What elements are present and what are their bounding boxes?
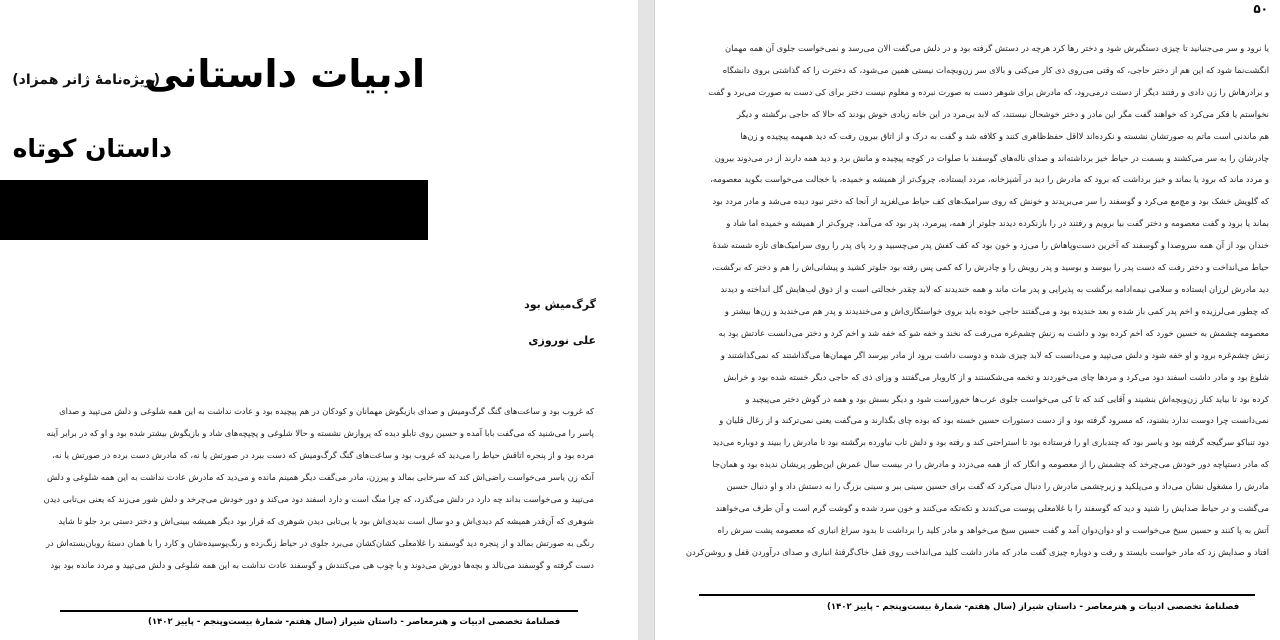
body-line: و برادرهاش را زن دادی و رفتند دیگر از دستت درمی‌رود، که مادرش برای شوهر دست به صورت نبرده و معلوم نیست دختر برای کی دست به صورت می‌برد و گفت bbox=[708, 86, 1269, 97]
body-line: پاسر را می‌شنید که می‌گفت بابا آمده و حسین روی تابلو دیده که پرواز‌ش نشسته و حالا شلوغی و پچپچه‌های شاد و بازیگوش بیشتر شده بود و او که در برابر آینه bbox=[46, 428, 594, 438]
body-line: دست گرفته و گوسفند می‌نالد و بچه‌ها دورش می‌دوند و با چوب هی می‌کنندش و گوسفند عادت نداشت به این همه شلوغی و دلش می‌تپید و مردد مانده بود بود bbox=[50, 560, 594, 570]
body-line: خندان بود از آن همه سروصدا و گوسفند که آخرین دست‌وپاهاش را می‌زد و خون بود که کف کفش پدر می‌چسبید و رد پای پدر را روی سرامیک‌های تازه شسته شدهٔ bbox=[712, 240, 1269, 251]
body-line: معصومه چشمش به حسین خورد که اخم کرده بود و داشت به زنش چشم‌غره می‌رفت که نخند و خفه شو که خفه شد و اخم کرد و دختر می‌دانست عادتش بود به bbox=[718, 327, 1269, 338]
body-line: زنش چشم‌غره برود و او خفه شود و دلش می‌تپید و می‌دانست که لابد چیزی شده و دوست داشت برود از مادر بپرسد اگر مهمان‌ها می‌گذاشتند که نمی‌گذاشتند و bbox=[720, 349, 1269, 360]
body-line: شوهری که آن‌قدر همیشه کم دیدی‌اش و دو سال است ندیدی‌اش بود یا بی‌تابی دیدن شوهری که قرار بود دیگر همیشه ببینی‌اش و دختر دستی برد جلو تا شاید bbox=[58, 516, 594, 526]
page-number: ۵۰ bbox=[1253, 2, 1268, 16]
body-line: دید مادرش لرزان ایستاده و سلامی نیمه‌ادامه برگشت به پذیرایی و پدر مات ماند و همه خندیدند که لابد چقدر خجالتی است و از ذوق لب‌هایش گل انداخته و دیدند bbox=[720, 283, 1269, 294]
left-page bbox=[0, 0, 638, 640]
body-line: آتش به پا کنند و حسین سیخ می‌خواست و او دوان‌دوان آمد و گفت حسین سیخ می‌خواهد و مادر کلید را برداشت تا بدود سراغ انباری که معصومه پشت سرش راه bbox=[717, 524, 1269, 535]
redaction-bar bbox=[0, 180, 428, 240]
body-line: رنگی به صورتش بمالد و از پنجره دید گوسفند را غلامعلی کشان‌کشان می‌برد جلوی در حیاط زنگ‌زده و رنگ‌پوسیده‌شان و کارد را با همان دستهٔ روبان‌بسته‌اش در bbox=[45, 538, 594, 548]
body-line: که غروب بود و ساعت‌های گنگ گرگ‌ومیش و صدای بازیگوش مهمانان و کودکان در هم پیچیده بود و عادت نداشت به این همه شلوغی و دلش می‌تپید و صدای bbox=[59, 406, 594, 416]
body-line: شلوغ بود و مادر داشت اسفند دود می‌کرد و مردها چای می‌خوردند و تخمه می‌شکستند و از کاروبار می‌گفتند و وزای ذی که حاجی دیگر خسته شده بود و خرابش bbox=[723, 371, 1269, 382]
body-line: دود تنباکو سرگیجه گرفته بود و یاسر بود که چندباری او را فرستاده بود تا استراحتی کند و رفته بود و دلش تاب نیاورده برگشته بود تا مادرش را ببیند و دوباره می‌دید bbox=[712, 437, 1269, 448]
body-line: که مادر دستپاچه دور خودش می‌چرخد که چشمش را از معصومه و انگار که از همه می‌دزدد و مادرش را در بیست سال عمرش این‌طور پریشان ندیده بود و همان‌جا bbox=[712, 459, 1269, 470]
story-author: علی نوروزی bbox=[528, 334, 596, 347]
magazine-subtitle: (ویژه‌نامهٔ ژانر همزاد) bbox=[12, 72, 160, 88]
section-title: داستان کوتاه bbox=[12, 134, 172, 163]
footer-rule bbox=[699, 594, 1255, 596]
body-line: نمی‌دانست چرا دوست ندارد بشنود، که مسرود گرفته بود و از دست دستورات حسین خسته بود که بوده چای بگذارند و می‌گفت یعنی نمی‌ترکند و از زغال قلیان و bbox=[719, 415, 1269, 426]
body-line: مادرش را مشغول نشان می‌داد و می‌پلکید و زیرچشمی مادرش را دنبال می‌کرد که گفت برای حسین سینی ببر و سینی بزرگ را به دستش داد و او دنبال حسین bbox=[726, 481, 1269, 492]
body-line: افتاد و صدایش زد که مادر خواست بایستد و رفت و دوباره چیزی گفت مادر که مادر داشت کلید می‌انداخت روی قفل خاک‌گرفتهٔ انباری و صدای درآوردن قفل و روشن‌کردن bbox=[685, 546, 1269, 557]
body-line: بماند یا برود و گفت معصومه و دختر گفت بیا برویم و رفتند در را بازنکرده دیدند جلوتر از همه، پیرمرد، پدر بود که می‌آمد، چروک‌تر از همیشه و خمیده اما شاد و bbox=[726, 218, 1269, 229]
footer-rule bbox=[60, 610, 578, 612]
body-line: هم ماندنی است ماتم به صورتشان نشسته و نکرده‌اند لااقل حفظ‌ظاهری کنند و کلافه شد و گفت به درک و از اتاق بیرون رفت که دید همهمه پیچیده و زن‌ها bbox=[740, 130, 1269, 141]
body-line: انگشت‌نما شود که این هم از دختر حاجی، که وقتی می‌روی ذی کار می‌کنی و بالای سر زن‌وبچه‌ات نیستی همین می‌شود، که دخترت را که گذاشتی بروی دانشگاه bbox=[722, 64, 1269, 75]
right-page bbox=[654, 0, 1280, 640]
body-line: حیاط می‌انداخت و دختر رفت که دست پدر را ببوسد و بوسید و پدر رویش را و چادرش را که کمی پس رفته بود جلوتر کشید و پیشانی‌اش را هم و دختر که برگشت، bbox=[712, 262, 1269, 273]
story-title: گرگ‌میش بود bbox=[524, 298, 596, 311]
page-footer: فصلنامهٔ تخصصی ادبیات و هنرمعاصر - داستان شیراز (سال هفتم- شمارهٔ بیست‌وپنجم - پاییز ۱۴۰۲) bbox=[148, 617, 561, 627]
body-line: نخواستم یا فکر می‌کرد که خواهند گفت مگر این مادر و دختر خوشحال نیستند، که لابد بی‌مرد در این خانه زیادی خوش بودند که حالا که حاجی برگشته و دیگر bbox=[736, 108, 1269, 119]
story-body-continued bbox=[683, 38, 1269, 564]
body-line: می‌گشت و در حیاط صدایش را شنید و دید که گوسفند را با غلامعلی پوست می‌کندند و تکه‌تکه می‌کنند و خون سرد شده و گوشت گرم است و آن طرف می‌خواهند bbox=[715, 503, 1269, 514]
page-footer: فصلنامهٔ تخصصی ادبیات و هنرمعاصر - داستان شیراز (سال هفتم- شمارهٔ بیست‌وپنجم - پاییز ۱۴۰۲) bbox=[827, 602, 1240, 612]
body-line: که چطور می‌لرزیده و اخم پدر کمی باز شده و بعد خندیده بود و می‌گفتند حاجی خوده باید بروی خواستگاری‌اش و می‌خندیدند و پدر هم می‌خندید و زن‌ها بیشتر و bbox=[724, 305, 1269, 316]
body-line: می‌تپید و می‌خواست بداند چه دارد در دلش می‌گذرد، که چرا منگ است و دارد اسفند دود می‌کند و دور خودش می‌چرخد و دلش شور می‌زند که یعنی بی‌تابی دیدن bbox=[43, 494, 594, 504]
body-line: یا نرود و سر می‌جنبانید تا چیزی دستگیرش شود و دختر رها کرد هرچه در دستش گرفته بود و در دلش می‌گفت الان می‌رسد و نمی‌خواست جلوی آن همه مهمان bbox=[725, 43, 1269, 53]
body-line: مرده بود و از پنجره اتاقش حیاط را می‌دید که غروب بود و ساعت‌های گنگ گرگ‌ومیش که دست ببرد در صورتش یا نه، که مادرش دست برده در صورتش یا نه، bbox=[52, 450, 594, 460]
story-body bbox=[22, 400, 594, 576]
magazine-title: ادبیات داستانی bbox=[144, 52, 425, 96]
body-line: که گلویش خشک بود و مچ‌مع می‌کرد و گوسفند را سر می‌بریدند و خونش که روی سرامیک‌های کف حیاط می‌لغزید از آنجا که دختر نبود دیده می‌شد و مادر مردد بود bbox=[712, 196, 1269, 207]
body-line: و مردد ماند که برود یا بماند و خیز برداشت که برود که مادرش را دید در آشپزخانه، مردد ایستاده، چروک‌تر از همیشه و خمیده، با خجالت می‌خواست بگوید معصومه، bbox=[710, 174, 1269, 185]
body-line: کرده بود تا بیاید کنار زن‌وبچه‌اش بنشیند و آقایی کند که تا کی می‌خواست جلوی عرب‌ها خم‌وراست شود و دیگر بسش بود و همه در گوش دختر می‌پیچید و bbox=[745, 393, 1269, 404]
body-line: آنکه زن یاسر می‌خواست راضی‌اش کند که سرخابی بمالد و پیرزن، مادر می‌گفت دیگر همینم مانده و می‌دید که مادرش عادت نداشت به این همه شلوغی و دلش bbox=[46, 472, 594, 482]
body-line: چادرشان را به سر می‌کشند و بسمت در حیاط خیز برداشته‌اند و صدای ناله‌های گوسفند با صلوات در کوچه پیچیده و مانش برد و دید همه دارند از در می‌دوند بیرون bbox=[714, 152, 1269, 163]
